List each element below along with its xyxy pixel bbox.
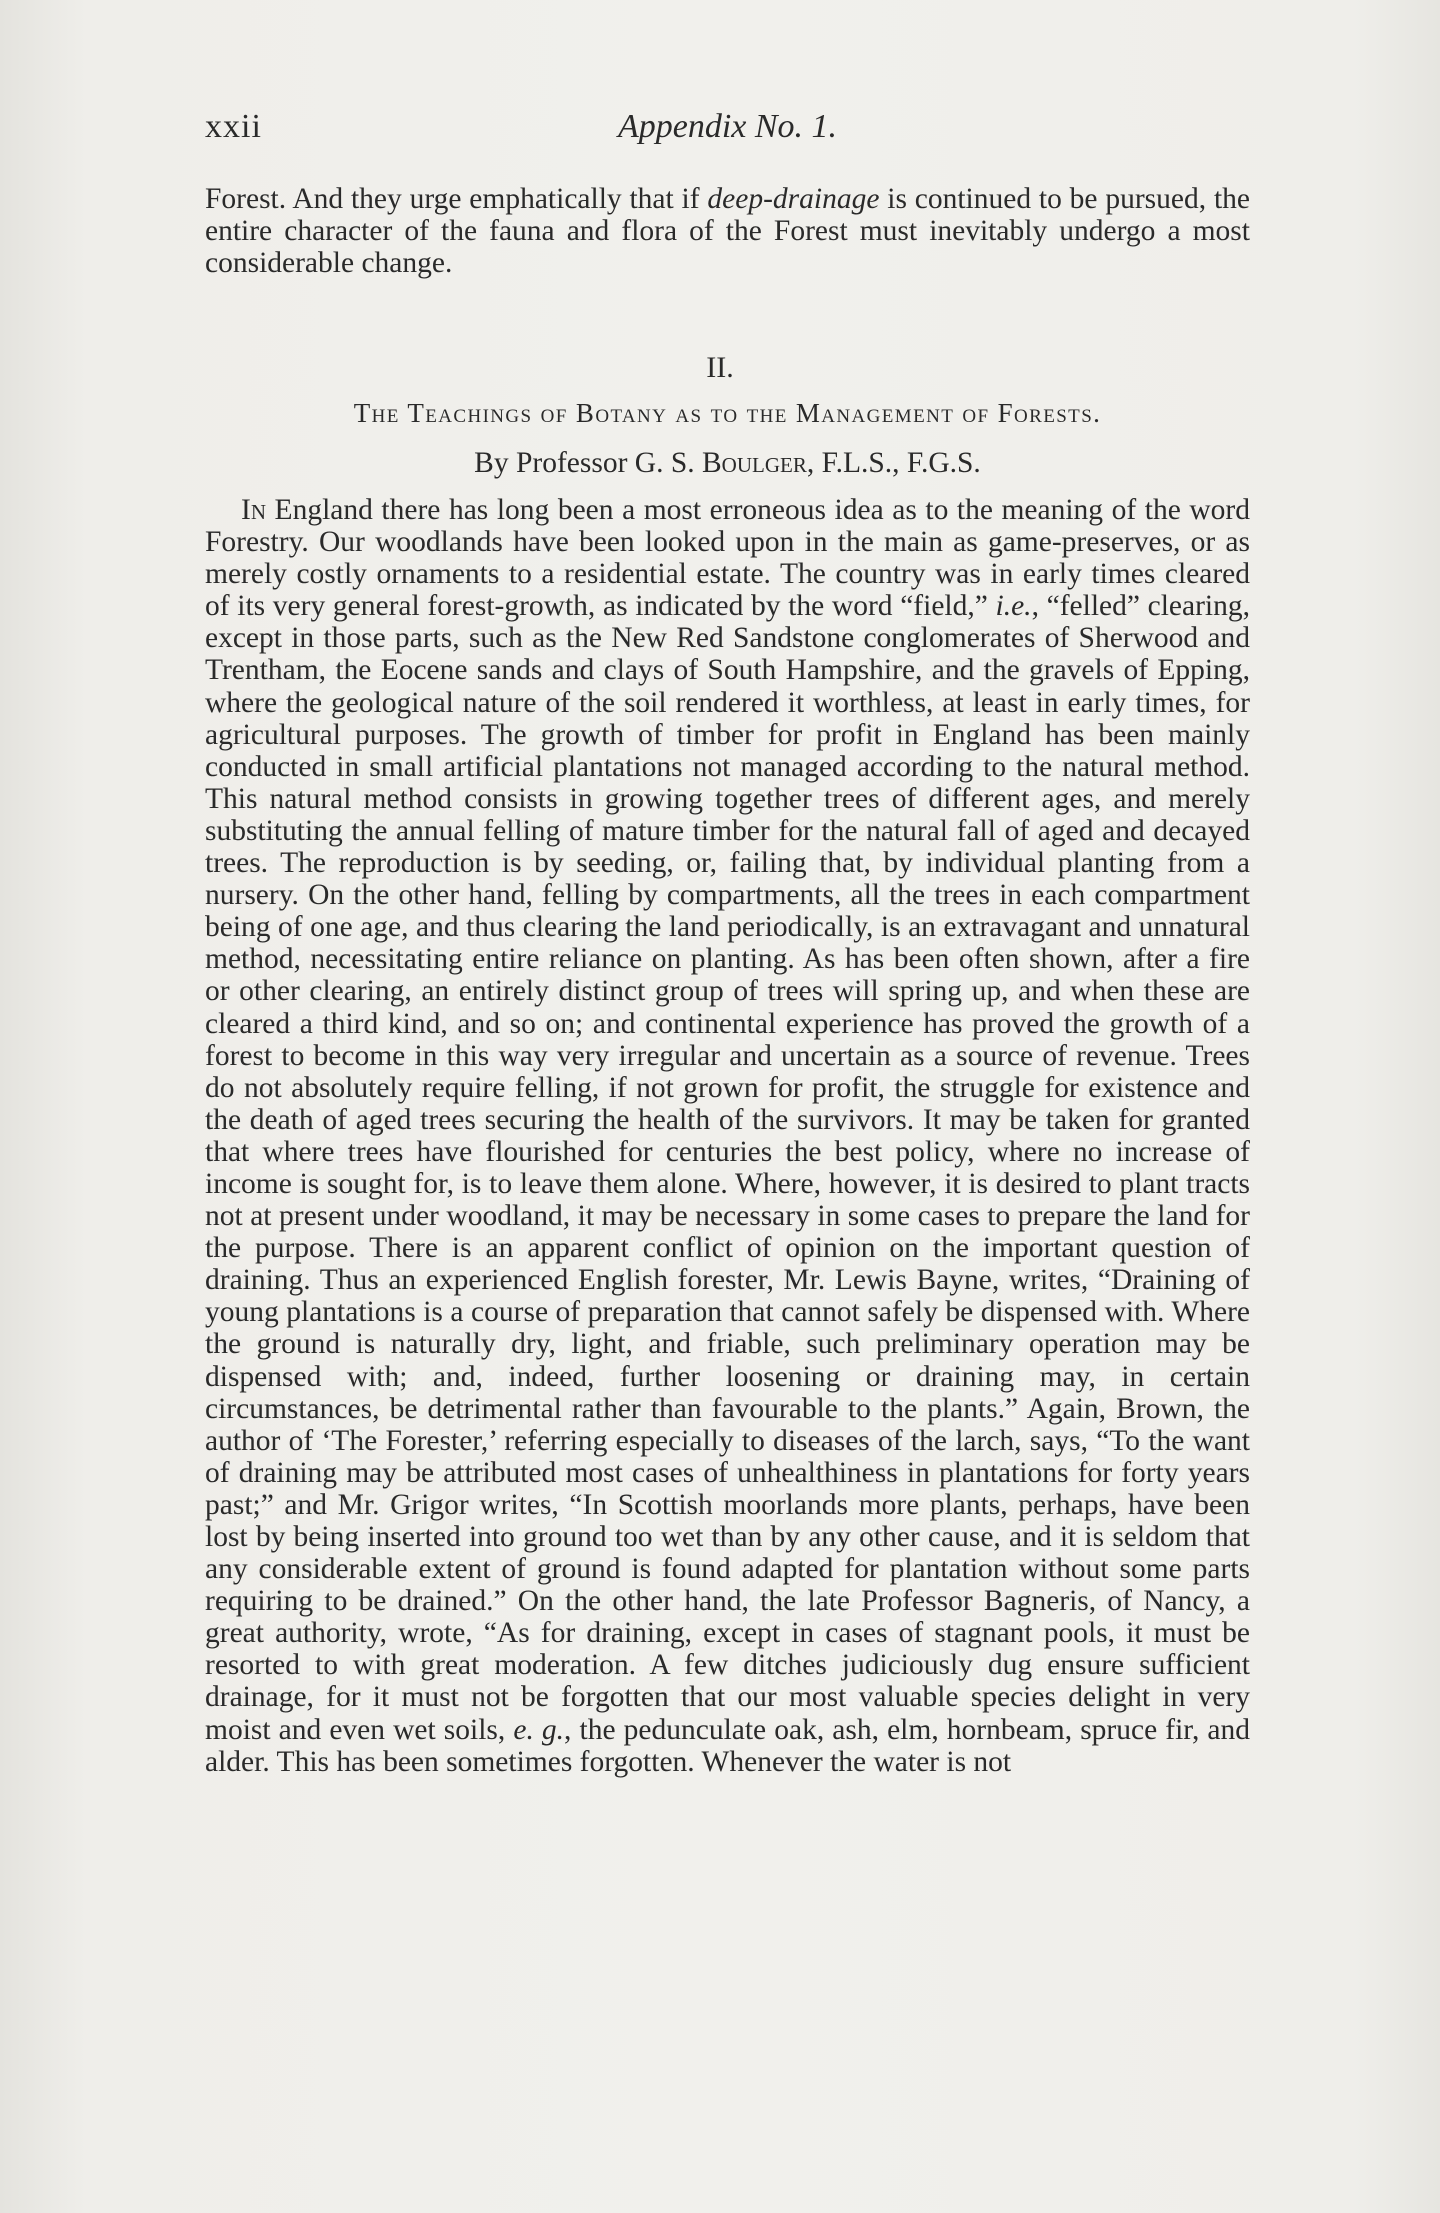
intro-text-end: is continued to be pursued, the entire character of the fauna and flora of the Forest must inevitably undergo a most considerable change.: [205, 183, 1250, 280]
section-title: The Teachings of Botany as to the Management of Forests.: [353, 398, 1102, 428]
page-header: [205, 108, 1250, 158]
body-paragraph: [205, 494, 1250, 1778]
intro-italic-term: deep-drainage: [707, 183, 880, 215]
byline-prefix: By Professor: [474, 447, 635, 479]
intro-paragraph-block: [205, 183, 1250, 279]
body-italic-ie: i.e.: [995, 590, 1032, 623]
opening-word: In: [241, 494, 266, 526]
body-italic-eg: e. g.: [513, 1713, 565, 1746]
section-number: II.: [706, 351, 734, 384]
running-title: Appendix No. 1.: [617, 108, 838, 145]
byline-credentials: , F.L.S., F.G.S.: [806, 447, 981, 479]
intro-text-start: Forest. And they urge emphatically that if: [205, 183, 708, 215]
body-text-part-3: , the pedunculate oak, ash, elm, hornbeam, spruce fir, and alder. This has been sometimes forgotten. Whenever the water is not: [205, 1713, 1250, 1778]
page-number: xxii: [205, 108, 262, 145]
section-byline: [205, 447, 1250, 480]
intro-paragraph: [205, 183, 1250, 279]
byline-author: G. S. Boulger: [634, 447, 807, 479]
body-text-part-1: England there has long been a most erroneous idea as to the meaning of the word Forestry. Our woodlands have been looked upon in the main as game-preserves, or as merely costly ornaments to a residential estate. The country was in early times cleared of its very general forest-growth, as indicated by the word “field,”: [205, 494, 1250, 623]
body-text-part-2: , “felled” clearing, except in those parts, such as the New Red Sandstone conglomerates of Sherwood and Trentham, the Eocene sands and clays of South Hampshire, and the gravels of Epping, where the geological nature of the soil rendered it worthless, at least in early times, for agricultural purposes. The growth of timber for profit in England has been mainly conducted in small artificial plantations not managed according to the natural method. This natural method consists in growing together trees of different ages, and merely substituting the annual felling of mature timber for the natural fall of aged and decayed trees. The reproduction is by seeding, or, failing that, by individual planting from a nursery. On the other hand, felling by compartments, all the trees in each compartment being of one age, and thus clearing the land periodically, is an extravagant and unnatural method, necessitating entire reliance on planting. As has been often shown, after a fire or other clearing, an entirely distinct group of trees will spring up, and when these are cleared a third kind, and so on; and continental experience has proved the growth of a forest to become in this way very irregular and uncertain as a source of revenue. Trees do not absolutely require felling, if not grown for profit, the struggle for existence and the death of aged trees securing the health of the survivors. It may be taken for granted that where trees have flourished for centuries the best policy, where no increase of income is sought for, is to leave them alone. Where, however, it is desired to plant tracts not at present under woodland, it may be necessary in some cases to prepare the land for the purpose. There is an apparent conflict of opinion on the important question of draining. Thus an experienced English forester, Mr. Lewis Bayne, writes, “Draining of young plantations is a course of preparation that cannot safely be dispensed with. Where the ground is naturally dry, light, and friable, such preliminary operation may be dispensed with; and, indeed, further loosening or draining may, in certain circumstances, be detrimental rather than favourable to the plants.” Again, Brown, the author of ‘The Forester,’ referring especially to diseases of the larch, says, “To the want of draining may be attributed most cases of unhealthiness in plantations for forty years past;” and Mr. Grigor writes, “In Scottish moorlands more plants, perhaps, have been lost by being inserted into ground too wet than by any other cause, and it is seldom that any considerable extent of ground is found adapted for plantation without some parts requiring to be drained.” On the other hand, the late Professor Bagneris, of Nancy, a great authority, wrote, “As for draining, except in cases of stagnant pools, it must be resorted to with great moderation. A few ditches judiciously dug ensure sufficient drainage, for it must not be forgotten that our most valuable species delight in very moist and even wet soils,: [205, 590, 1250, 1746]
body-text-block: [205, 494, 1250, 1778]
